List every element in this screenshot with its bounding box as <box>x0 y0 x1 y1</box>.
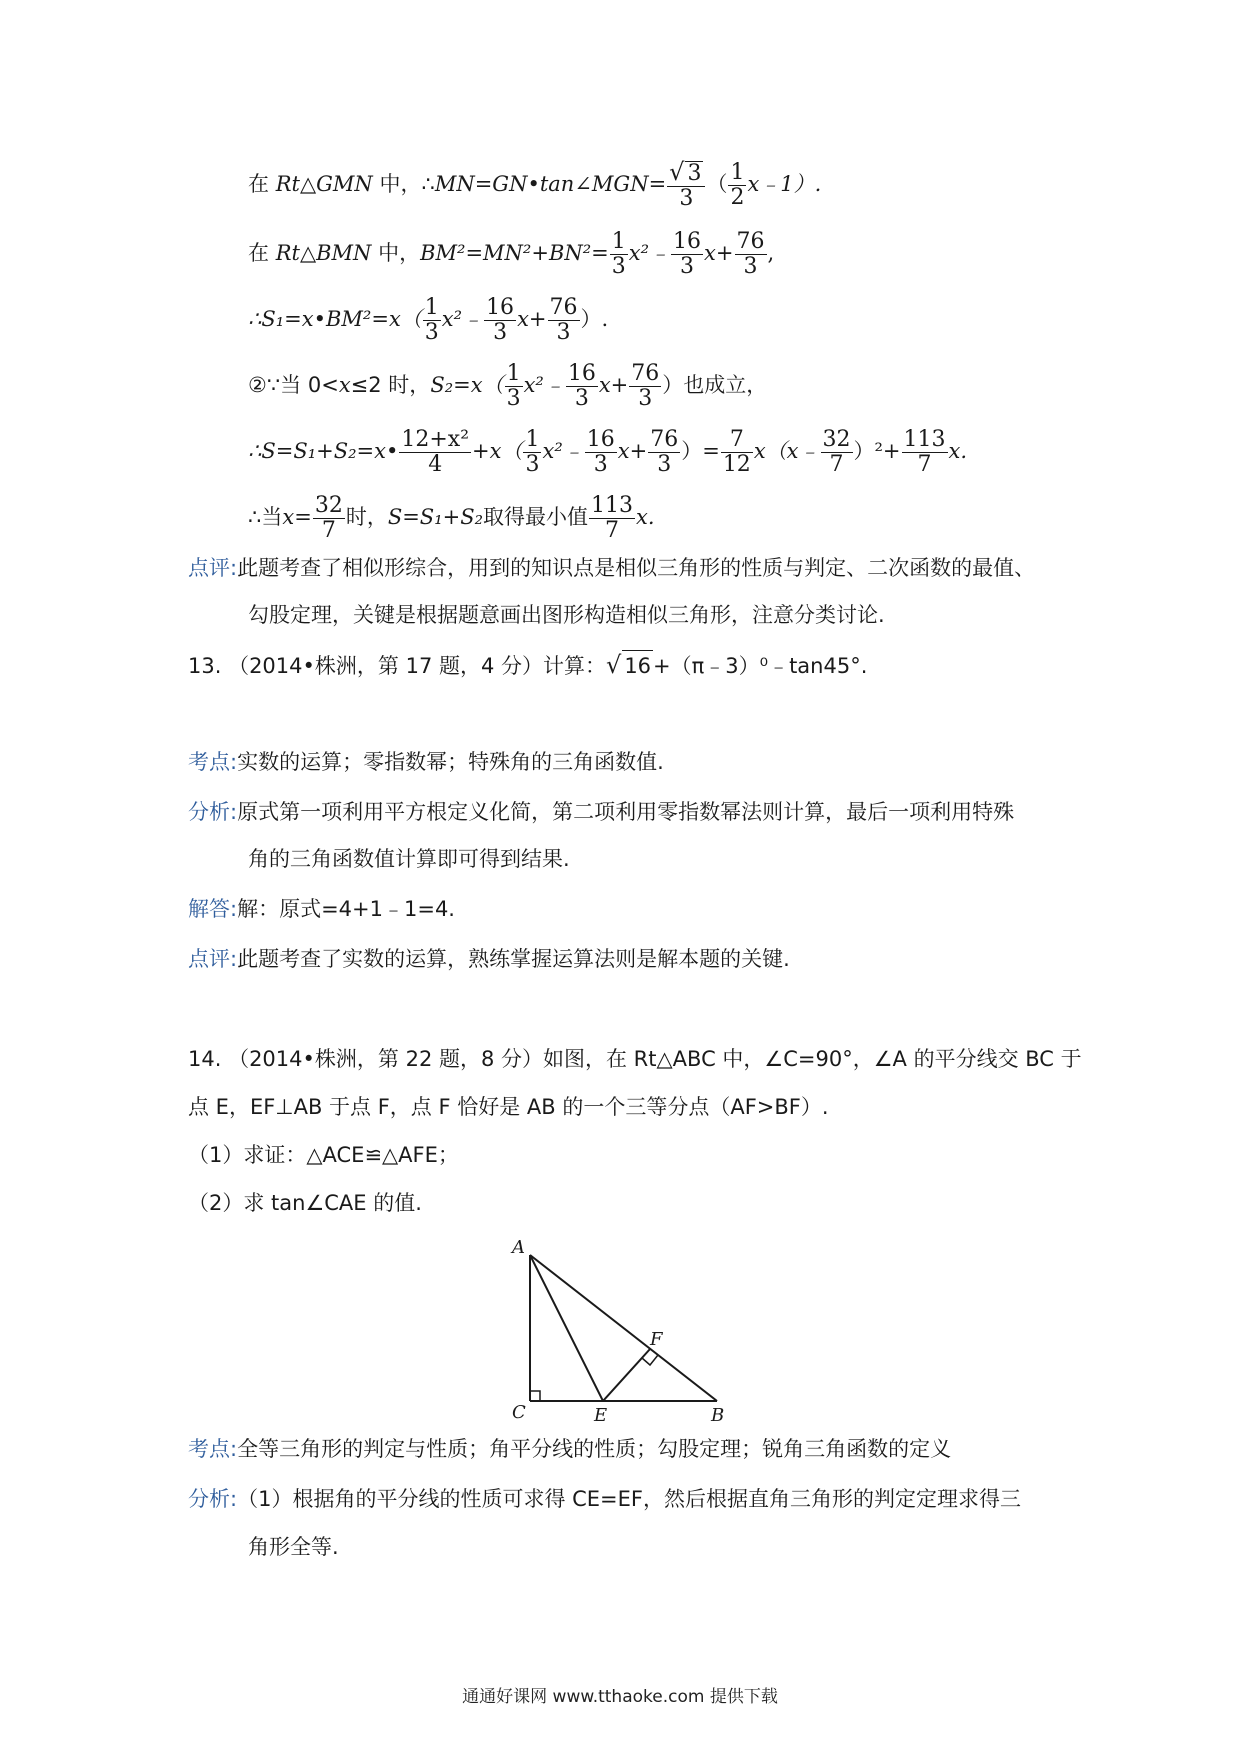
solution-line-6: ∴当x= $\frac{32}{7}$ 时，S=S₁+S₂取得最小值 $\frac{113}{7}$ x. <box>248 493 655 543</box>
fraction: $\frac{16}{3}$ <box>486 295 515 345</box>
triangle-figure <box>495 1228 740 1423</box>
solution-line-4: ②∵当 0<x≤2 时，S₂=x（ $\frac{1}{3}$ x²﹣ $\frac{16}{3}$ x+ $\frac{76}{3}$ ）也成立， <box>248 361 768 411</box>
right-angle-c <box>530 1391 540 1401</box>
question-14-stem-1: 14. （2014•株洲，第 22 题，8 分）如图，在 Rt△ABC 中，∠C=90°，∠A 的平分线交 BC 于 <box>188 1047 1082 1071</box>
solution-line-3: ∴S₁=x•BM²=x（ $\frac{1}{3}$ x²﹣ $\frac{16}{3}$ x+ $\frac{76}{3}$ ）. <box>248 295 609 345</box>
segment-ef <box>603 1349 650 1401</box>
fraction: $\frac{16}{3}$ <box>567 361 596 411</box>
review-line-2: 勾股定理，关键是根据题意画出图形构造相似三角形，注意分类讨论. <box>248 603 885 627</box>
review-line-1: 点评:此题考查了相似形综合，用到的知识点是相似三角形的性质与判定、二次函数的最值、 <box>188 556 1036 580</box>
fraction: $\frac{76}{3}$ <box>631 361 660 411</box>
kaodian-label: 考点: <box>188 1437 238 1461</box>
kaodian-label: 考点: <box>188 750 238 774</box>
fraction: $\frac{7}{12}$ <box>722 427 751 477</box>
label-a: A <box>512 1237 525 1258</box>
q14-fenxi-1: 分析:（1）根据角的平分线的性质可求得 CE=EF，然后根据直角三角形的判定定理求得三 <box>188 1487 1021 1511</box>
fraction: $\frac{1}{2}$ <box>730 160 745 210</box>
fraction: $\frac{1}{3}$ <box>611 229 626 279</box>
fraction: $\frac{76}{3}$ <box>650 427 679 477</box>
label-b: B <box>711 1405 725 1423</box>
q13-kaodian: 考点:实数的运算；零指数幂；特殊角的三角函数值. <box>188 750 664 774</box>
q13-fenxi-1: 分析:原式第一项利用平方根定义化简，第二项利用零指数幂法则计算，最后一项利用特殊 <box>188 800 1015 824</box>
q14-fenxi-2: 角形全等. <box>248 1535 339 1559</box>
solution-line-2: 在 Rt△BMN 中，BM²=MN²+BN²= $\frac{1}{3}$ x²﹣ $\frac{16}{3}$ x+ $\frac{76}{3}$ , <box>248 229 775 279</box>
fraction: $\frac{1}{3}$ <box>506 361 521 411</box>
label-e: E <box>594 1405 608 1423</box>
q14-kaodian: 考点:全等三角形的判定与性质；角平分线的性质；勾股定理；锐角三角函数的定义 <box>188 1437 952 1461</box>
question-14-part-1: （1）求证：△ACE≌△AFE； <box>188 1143 459 1167</box>
bisector-ae <box>530 1255 603 1401</box>
fraction: $\frac{32}{7}$ <box>822 427 851 477</box>
fraction: $\frac{√ 3}{3}$ <box>667 160 705 211</box>
solution-line-1: 在 Rt△GMN 中，∴MN=GN•tan∠MGN= $\frac{√ 3}{3}$ （ $\frac{1}{2}$ x﹣1）. <box>248 158 822 211</box>
fenxi-label: 分析: <box>188 1487 238 1511</box>
dianping-label: 点评: <box>188 947 238 971</box>
jieda-label: 解答: <box>188 897 238 921</box>
fraction: $\frac{113}{7}$ <box>903 427 946 477</box>
fraction: $\frac{16}{3}$ <box>673 229 702 279</box>
fraction: $\frac{\text{12+x²}}{4}$ <box>401 427 470 477</box>
label-f: F <box>650 1329 663 1350</box>
review-label: 点评: <box>188 556 238 580</box>
question-14-stem-2: 点 E，EF⊥AB 于点 F，点 F 恰好是 AB 的一个三等分点（AF>BF）. <box>188 1095 829 1119</box>
q13-dianping: 点评:此题考查了实数的运算，熟练掌握运算法则是解本题的关键. <box>188 947 790 971</box>
fraction: $\frac{32}{7}$ <box>314 493 343 543</box>
question-13-stem: 13. （2014•株洲，第 17 题，4 分）计算：√ 16+（π﹣3）⁰﹣tan45°. <box>188 651 868 679</box>
q13-jieda: 解答:解：原式=4+1﹣1=4. <box>188 897 455 921</box>
q13-fenxi-2: 角的三角函数值计算即可得到结果. <box>248 847 570 871</box>
fraction: $\frac{1}{3}$ <box>424 295 439 345</box>
fraction: $\frac{1}{3}$ <box>525 427 540 477</box>
page-footer: 通通好课网 www.tthaoke.com 提供下载 <box>462 1687 778 1707</box>
fenxi-label: 分析: <box>188 800 238 824</box>
fraction: $\frac{76}{3}$ <box>549 295 578 345</box>
fraction: $\frac{76}{3}$ <box>736 229 765 279</box>
fraction: $\frac{16}{3}$ <box>586 427 615 477</box>
label-c: C <box>512 1402 526 1423</box>
solution-line-5: ∴S=S₁+S₂=x• $\frac{\text{12+x²}}{4}$ +x（ $\frac{1}{3}$ x²﹣ $\frac{16}{3}$ x+ $\frac{76}{3}$ ）= $\frac{7}{12}$ x（x﹣ $\frac{32}{7}$ ）²+ $\frac{113}{7}$ x. <box>248 427 968 477</box>
question-14-part-2: （2）求 tan∠CAE 的值. <box>188 1191 422 1215</box>
fraction: $\frac{113}{7}$ <box>591 493 634 543</box>
